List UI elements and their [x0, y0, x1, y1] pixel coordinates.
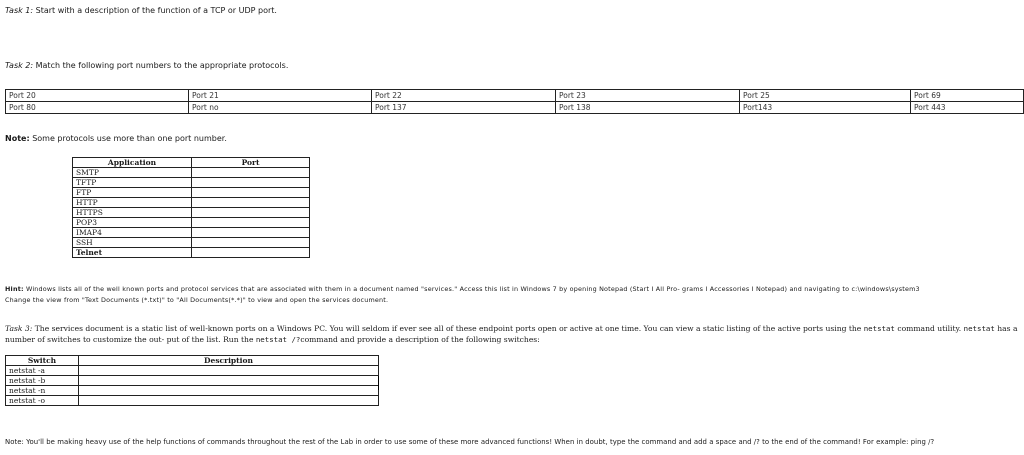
hint-line-1: [5, 284, 920, 295]
port-cell: Port 20: [6, 90, 189, 102]
application-cell: Telnet: [73, 248, 192, 258]
table-row: [73, 178, 310, 188]
port-answer-cell[interactable]: [192, 198, 310, 208]
column-header-switch: Switch: [6, 356, 79, 366]
help-note: Note: You'll be making heavy use of the help functions of commands throughout the rest of the Lab in order to use some of these more advanced functions! When in doubt, type the command and add a space and /? to the end of the command! For example: ping /?: [5, 438, 935, 446]
table-row: [6, 102, 1024, 114]
port-cell: Port143: [740, 102, 911, 114]
table-row: [73, 228, 310, 238]
port-cell: Port 23: [556, 90, 740, 102]
port-numbers-table: [5, 89, 1024, 114]
table-row: [6, 396, 379, 406]
port-cell: Port 138: [556, 102, 740, 114]
port-cell: Port 443: [911, 102, 1024, 114]
port-answer-cell[interactable]: [192, 188, 310, 198]
port-answer-cell[interactable]: [192, 218, 310, 228]
switch-cell: netstat -b: [6, 376, 79, 386]
column-header-application: Application: [73, 158, 192, 168]
task2-label: Task 2:: [5, 61, 34, 70]
application-cell: HTTP: [73, 198, 192, 208]
application-port-table: [72, 157, 310, 258]
protocol-note: [5, 134, 227, 143]
task2-text: Match the following port numbers to the appropriate protocols.: [35, 61, 289, 70]
table-row: [6, 90, 1024, 102]
task3-text-b: command utility.: [897, 324, 962, 333]
port-answer-cell[interactable]: [192, 168, 310, 178]
task1-line: [5, 6, 277, 15]
port-cell: Port 80: [6, 102, 189, 114]
description-answer-cell[interactable]: [79, 396, 379, 406]
description-answer-cell[interactable]: [79, 386, 379, 396]
port-answer-cell[interactable]: [192, 248, 310, 258]
table-row: [73, 188, 310, 198]
note-text: Some protocols use more than one port number.: [32, 134, 227, 143]
port-cell: Port no: [189, 102, 372, 114]
application-cell: IMAP4: [73, 228, 192, 238]
switch-cell: netstat -a: [6, 366, 79, 376]
switch-cell: netstat -n: [6, 386, 79, 396]
hint-block: [5, 284, 920, 306]
task3-text-c: has a number of switches to customize the out- put of the list. Run the: [5, 324, 1018, 344]
hint-line-2: Change the view from "Text Documents (*.txt)" to "All Documents(*.*)" to view and open the services document.: [5, 296, 389, 304]
port-answer-cell[interactable]: [192, 178, 310, 188]
text-cursor: [378, 376, 379, 390]
column-header-port: Port: [192, 158, 310, 168]
port-cell: Port 25: [740, 90, 911, 102]
hint-text: Windows lists all of the well known ports and protocol services that are associated with them in a document named "services." Access this list in Windows 7 by opening Notepad (Start I All Pro- grams I Accessories I Notepad) and navigating to c:\windows\system3: [25, 285, 920, 293]
table-header-row: [6, 356, 379, 366]
port-cell: Port 69: [911, 90, 1024, 102]
table-row: [73, 218, 310, 228]
port-answer-cell[interactable]: [192, 208, 310, 218]
task1-text: Start with a description of the function of a TCP or UDP port.: [35, 6, 277, 15]
application-cell: SSH: [73, 238, 192, 248]
table-header-row: [73, 158, 310, 168]
note-label: Note:: [5, 134, 30, 143]
column-header-description: Description: [79, 356, 379, 366]
table-row: [6, 376, 379, 386]
task3-text-a: The services document is a static list of well-known ports on a Windows PC. You will seldom if ever see all of these endpoint ports open or active at one time. You can view a static listing of the active ports using the: [34, 324, 862, 333]
table-row: [73, 168, 310, 178]
application-cell: SMTP: [73, 168, 192, 178]
application-cell: FTP: [73, 188, 192, 198]
port-cell: Port 137: [372, 102, 556, 114]
netstat-help-command: netstat /?: [255, 335, 301, 344]
port-answer-cell[interactable]: [192, 228, 310, 238]
task2-line: [5, 61, 288, 70]
task3-text-d: command and provide a description of the following switches:: [300, 335, 540, 344]
table-row: [6, 366, 379, 376]
port-answer-cell[interactable]: [192, 238, 310, 248]
switch-description-table: [5, 355, 379, 406]
switch-cell: netstat -o: [6, 396, 79, 406]
table-row: [73, 198, 310, 208]
table-row: [73, 248, 310, 258]
task3-paragraph: [5, 323, 1024, 345]
netstat-command: netstat: [963, 324, 995, 333]
task1-label: Task 1:: [5, 6, 34, 15]
table-row: [6, 386, 379, 396]
application-cell: HTTPS: [73, 208, 192, 218]
task3-label: Task 3:: [5, 324, 33, 333]
hint-label: Hint:: [5, 285, 24, 293]
description-answer-cell[interactable]: [79, 366, 379, 376]
port-cell: Port 21: [189, 90, 372, 102]
table-row: [73, 238, 310, 248]
table-row: [73, 208, 310, 218]
netstat-command: netstat: [863, 324, 895, 333]
description-answer-cell[interactable]: [79, 376, 379, 386]
application-cell: POP3: [73, 218, 192, 228]
application-cell: TFTP: [73, 178, 192, 188]
port-cell: Port 22: [372, 90, 556, 102]
